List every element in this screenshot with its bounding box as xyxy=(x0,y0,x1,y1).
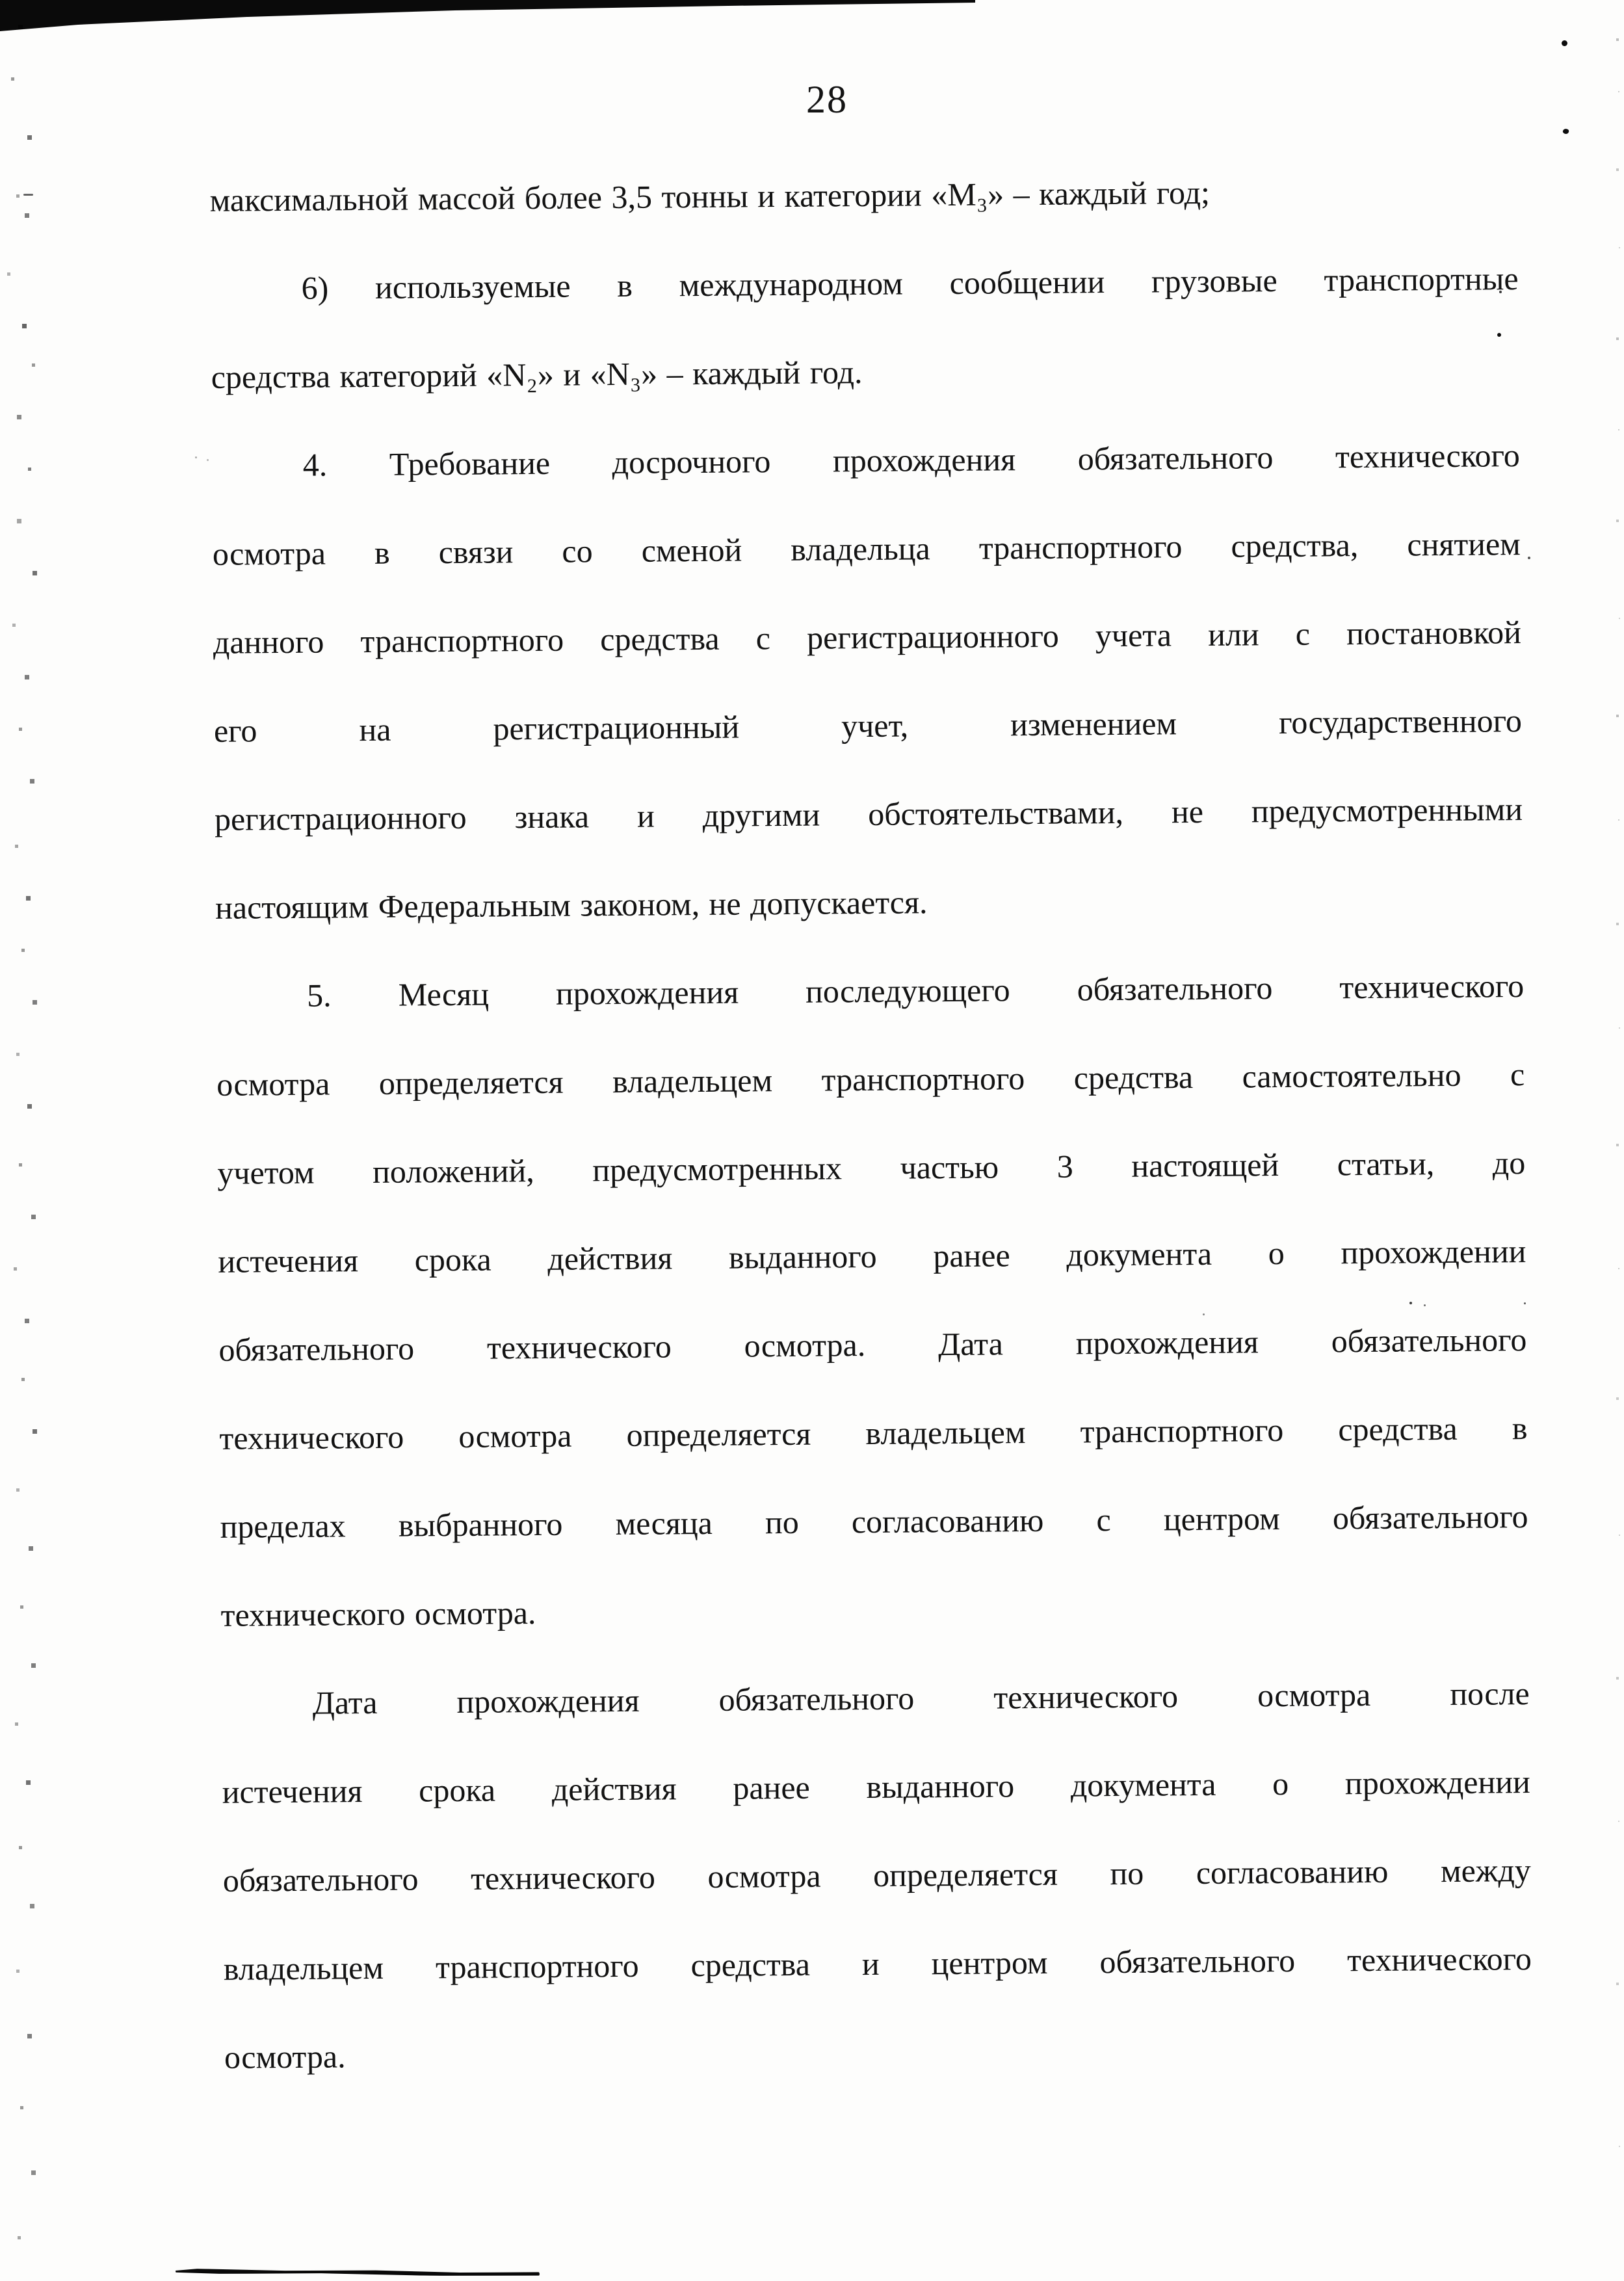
text-line: истечения срока действия ранее выданного документа о прохождении xyxy=(222,1763,1530,1810)
text-line: технического осмотра. xyxy=(220,1594,536,1633)
scan-speck xyxy=(23,194,33,196)
scan-speck xyxy=(1528,557,1530,559)
scan-smudge-bottom xyxy=(176,2269,540,2276)
scan-speck xyxy=(1562,40,1567,46)
text-line: максимальной массой более 3,5 тонны и категории «М₃» – каждый год; xyxy=(209,174,1211,218)
text-line: 5. Месяц прохождения последующего обязательного технического xyxy=(306,968,1525,1014)
text-line: Дата прохождения обязательного технического осмотра после xyxy=(312,1675,1530,1721)
text-line: настоящим Федеральным законом, не допускается. xyxy=(215,884,928,926)
scan-noise-left-edge xyxy=(0,0,2,2)
text-line: регистрационного знака и другими обстоятельствами, не предусмотренными xyxy=(214,791,1523,837)
text-line: учетом положений, предусмотренных частью 3 настоящей статьи, до xyxy=(217,1144,1526,1191)
text-line: осмотра. xyxy=(224,2038,346,2076)
text-line: обязательного технического осмотра. Дата прохождения обязательного xyxy=(218,1321,1527,1368)
text-line: осмотра определяется владельцем транспортного средства самостоятельно с xyxy=(216,1056,1525,1103)
text-line: его на регистрационный учет, изменением государственного xyxy=(213,702,1523,749)
page-number: 28 xyxy=(806,78,848,121)
text-line: средства категорий «N₂» и «N₃» – каждый год. xyxy=(211,354,863,395)
text-line: технического осмотра определяется владельцем транспортного средства в xyxy=(219,1410,1528,1457)
scan-speck xyxy=(1562,128,1569,135)
text-line: 4. Требование досрочного прохождения обязательного технического xyxy=(302,437,1520,483)
scan-noise-right-edge xyxy=(1617,0,1618,1)
text-line: владельцем транспортного средства и центром обязательного технического xyxy=(223,1940,1532,1987)
scan-speck xyxy=(195,456,197,458)
text-line: данного транспортного средства с регистрационного учета или с постановкой xyxy=(213,614,1522,661)
document-body xyxy=(209,146,1532,2102)
scan-band-top xyxy=(0,0,975,33)
text-line: истечения срока действия выданного ранее документа о прохождении xyxy=(218,1233,1526,1280)
text-line: пределах выбранного месяца по согласованию с центром обязательного xyxy=(220,1498,1528,1545)
text-line: осмотра в связи со сменой владельца транспортного средства, снятием xyxy=(212,525,1521,572)
text-line: 6) используемые в международном сообщении грузовые транспортные xyxy=(301,260,1519,306)
text-line: обязательного технического осмотра определяется по согласованию между xyxy=(222,1852,1532,1899)
scan-speck xyxy=(207,459,209,461)
